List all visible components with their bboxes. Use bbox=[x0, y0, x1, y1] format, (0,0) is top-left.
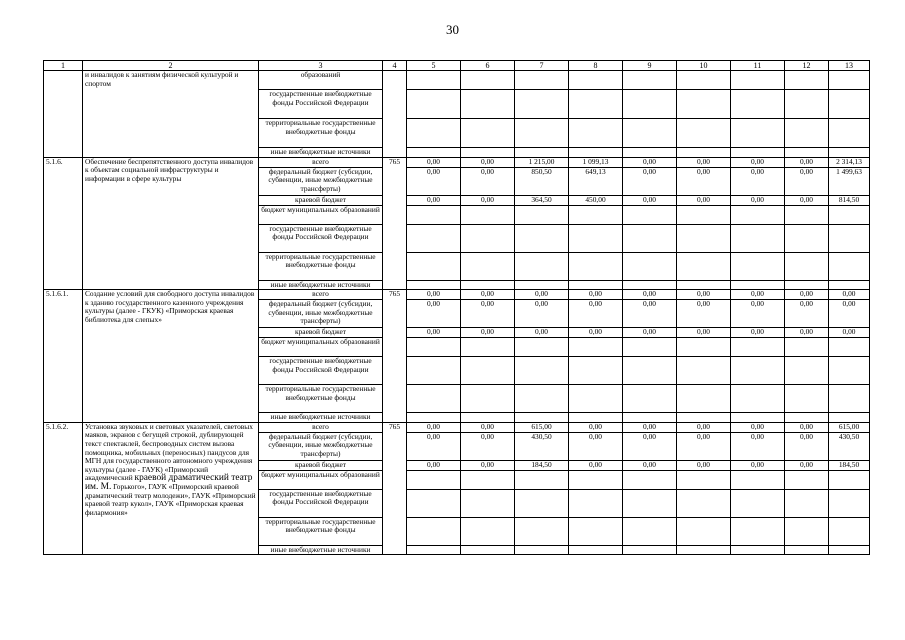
value-cell bbox=[407, 119, 461, 148]
value-cell: 0,00 bbox=[461, 195, 515, 205]
value-cell: 0,00 bbox=[461, 432, 515, 460]
value-cell bbox=[515, 252, 569, 280]
value-cell bbox=[569, 545, 623, 555]
value-cell bbox=[623, 545, 677, 555]
source-label: государственные внебюджетные фонды Российской Федерации bbox=[259, 489, 383, 517]
value-cell bbox=[623, 338, 677, 357]
value-cell: 0,00 bbox=[677, 300, 731, 328]
value-cell bbox=[731, 489, 785, 517]
value-cell: 0,00 bbox=[623, 422, 677, 432]
value-cell: 850,50 bbox=[515, 167, 569, 195]
value-cell bbox=[569, 224, 623, 252]
value-cell bbox=[461, 205, 515, 224]
source-label: бюджет муниципальных образований bbox=[259, 338, 383, 357]
table-row bbox=[44, 157, 870, 167]
value-cell bbox=[785, 280, 829, 290]
value-cell bbox=[677, 205, 731, 224]
value-cell bbox=[569, 413, 623, 423]
value-cell bbox=[515, 489, 569, 517]
source-label: всего bbox=[259, 290, 383, 300]
source-label: бюджет муниципальных образований bbox=[259, 470, 383, 489]
header-row bbox=[44, 61, 870, 71]
value-cell: 0,00 bbox=[623, 432, 677, 460]
value-cell bbox=[829, 119, 870, 148]
source-label: всего bbox=[259, 422, 383, 432]
value-cell: 0,00 bbox=[731, 290, 785, 300]
value-cell bbox=[677, 252, 731, 280]
value-cell: 615,00 bbox=[515, 422, 569, 432]
value-cell bbox=[569, 252, 623, 280]
value-cell bbox=[677, 517, 731, 545]
value-cell: 0,00 bbox=[569, 460, 623, 470]
value-cell bbox=[785, 148, 829, 158]
value-cell bbox=[407, 224, 461, 252]
value-cell bbox=[461, 489, 515, 517]
value-cell bbox=[461, 90, 515, 119]
value-cell bbox=[569, 338, 623, 357]
value-cell bbox=[569, 71, 623, 90]
value-cell bbox=[515, 545, 569, 555]
row-code: 5.1.6.1. bbox=[44, 290, 83, 423]
value-cell bbox=[461, 224, 515, 252]
source-label: иные внебюджетные источники bbox=[259, 148, 383, 158]
column-header-1: 1 bbox=[44, 61, 83, 71]
value-cell bbox=[829, 470, 870, 489]
value-cell bbox=[515, 148, 569, 158]
value-cell bbox=[623, 517, 677, 545]
value-cell: 0,00 bbox=[569, 432, 623, 460]
value-cell bbox=[461, 517, 515, 545]
source-label: краевой бюджет bbox=[259, 195, 383, 205]
value-cell bbox=[623, 119, 677, 148]
grbs-code: 765 bbox=[383, 157, 407, 290]
value-cell bbox=[515, 517, 569, 545]
value-cell bbox=[407, 413, 461, 423]
value-cell: 0,00 bbox=[407, 167, 461, 195]
column-header-3: 3 bbox=[259, 61, 383, 71]
value-cell: 0,00 bbox=[569, 422, 623, 432]
value-cell bbox=[785, 71, 829, 90]
name-fragment: краевой драматический театр им. М. bbox=[85, 473, 253, 492]
row-code: 5.1.6.2. bbox=[44, 422, 83, 555]
value-cell: 0,00 bbox=[785, 290, 829, 300]
page-number: 30 bbox=[446, 22, 459, 37]
value-cell bbox=[677, 71, 731, 90]
value-cell bbox=[677, 470, 731, 489]
value-cell: 0,00 bbox=[785, 157, 829, 167]
source-label: федеральный бюджет (субсидии, субвенции, иные межбюджетные трансферты) bbox=[259, 300, 383, 328]
value-cell: 615,00 bbox=[829, 422, 870, 432]
value-cell bbox=[731, 252, 785, 280]
value-cell bbox=[731, 148, 785, 158]
value-cell bbox=[623, 71, 677, 90]
source-label: федеральный бюджет (субсидии, субвенции, иные межбюджетные трансферты) bbox=[259, 432, 383, 460]
value-cell bbox=[785, 205, 829, 224]
value-cell bbox=[407, 71, 461, 90]
value-cell: 430,50 bbox=[829, 432, 870, 460]
value-cell bbox=[569, 489, 623, 517]
value-cell bbox=[677, 224, 731, 252]
value-cell bbox=[731, 517, 785, 545]
value-cell: 0,00 bbox=[785, 460, 829, 470]
value-cell bbox=[829, 385, 870, 413]
source-label: иные внебюджетные источники bbox=[259, 545, 383, 555]
value-cell bbox=[829, 205, 870, 224]
value-cell: 0,00 bbox=[785, 432, 829, 460]
value-cell bbox=[407, 205, 461, 224]
value-cell: 450,00 bbox=[569, 195, 623, 205]
value-cell bbox=[407, 470, 461, 489]
value-cell bbox=[677, 385, 731, 413]
value-cell: 0,00 bbox=[407, 300, 461, 328]
source-label: государственные внебюджетные фонды Российской Федерации bbox=[259, 357, 383, 385]
value-cell bbox=[785, 357, 829, 385]
source-label: иные внебюджетные источники bbox=[259, 413, 383, 423]
value-cell bbox=[569, 385, 623, 413]
row-code: 5.1.6. bbox=[44, 157, 83, 290]
value-cell bbox=[829, 357, 870, 385]
value-cell bbox=[731, 413, 785, 423]
value-cell bbox=[677, 90, 731, 119]
source-label: государственные внебюджетные фонды Российской Федерации bbox=[259, 224, 383, 252]
value-cell bbox=[829, 489, 870, 517]
source-label: территориальные государственные внебюджетные фонды bbox=[259, 517, 383, 545]
value-cell bbox=[623, 489, 677, 517]
value-cell bbox=[569, 357, 623, 385]
value-cell bbox=[829, 413, 870, 423]
value-cell: 1 215,00 bbox=[515, 157, 569, 167]
budget-table bbox=[43, 60, 870, 555]
value-cell: 0,00 bbox=[785, 328, 829, 338]
row-name: и инвалидов к занятиям физической культурой и спортом bbox=[83, 71, 259, 158]
value-cell bbox=[515, 413, 569, 423]
value-cell bbox=[515, 470, 569, 489]
value-cell: 649,13 bbox=[569, 167, 623, 195]
value-cell: 814,50 bbox=[829, 195, 870, 205]
value-cell bbox=[623, 470, 677, 489]
value-cell bbox=[731, 205, 785, 224]
value-cell: 0,00 bbox=[623, 167, 677, 195]
value-cell bbox=[785, 470, 829, 489]
value-cell: 184,50 bbox=[515, 460, 569, 470]
value-cell bbox=[731, 90, 785, 119]
value-cell bbox=[461, 385, 515, 413]
value-cell: 0,00 bbox=[515, 300, 569, 328]
value-cell bbox=[407, 489, 461, 517]
value-cell bbox=[785, 517, 829, 545]
value-cell: 0,00 bbox=[623, 460, 677, 470]
row-name: Обеспечение беспрепятственного доступа инвалидов к объектам социальной инфраструктуры и информации в сфере культуры bbox=[83, 157, 259, 290]
value-cell: 184,50 bbox=[829, 460, 870, 470]
value-cell bbox=[407, 385, 461, 413]
value-cell: 0,00 bbox=[829, 328, 870, 338]
column-header-11: 11 bbox=[731, 61, 785, 71]
column-header-13: 13 bbox=[829, 61, 870, 71]
value-cell: 0,00 bbox=[785, 422, 829, 432]
source-label: образований bbox=[259, 71, 383, 90]
grbs-code: 765 bbox=[383, 422, 407, 555]
value-cell: 0,00 bbox=[677, 290, 731, 300]
value-cell bbox=[461, 280, 515, 290]
value-cell bbox=[785, 224, 829, 252]
value-cell bbox=[461, 413, 515, 423]
column-header-5: 5 bbox=[407, 61, 461, 71]
value-cell bbox=[785, 119, 829, 148]
value-cell: 0,00 bbox=[785, 300, 829, 328]
value-cell bbox=[515, 338, 569, 357]
source-label: краевой бюджет bbox=[259, 460, 383, 470]
column-header-9: 9 bbox=[623, 61, 677, 71]
value-cell bbox=[407, 148, 461, 158]
value-cell bbox=[461, 470, 515, 489]
value-cell: 0,00 bbox=[407, 157, 461, 167]
value-cell bbox=[731, 470, 785, 489]
value-cell: 0,00 bbox=[569, 328, 623, 338]
table-row bbox=[44, 71, 870, 90]
value-cell bbox=[829, 338, 870, 357]
value-cell bbox=[829, 224, 870, 252]
value-cell: 0,00 bbox=[461, 460, 515, 470]
value-cell bbox=[515, 280, 569, 290]
value-cell bbox=[515, 119, 569, 148]
value-cell: 0,00 bbox=[677, 195, 731, 205]
value-cell bbox=[829, 545, 870, 555]
value-cell bbox=[785, 545, 829, 555]
column-header-10: 10 bbox=[677, 61, 731, 71]
value-cell bbox=[569, 148, 623, 158]
value-cell bbox=[461, 148, 515, 158]
value-cell bbox=[461, 338, 515, 357]
value-cell bbox=[677, 119, 731, 148]
value-cell bbox=[407, 517, 461, 545]
value-cell: 0,00 bbox=[731, 460, 785, 470]
table-row bbox=[44, 422, 870, 432]
value-cell bbox=[829, 90, 870, 119]
value-cell: 430,50 bbox=[515, 432, 569, 460]
table-row bbox=[44, 290, 870, 300]
column-header-12: 12 bbox=[785, 61, 829, 71]
value-cell bbox=[461, 545, 515, 555]
value-cell bbox=[731, 71, 785, 90]
source-label: государственные внебюджетные фонды Российской Федерации bbox=[259, 90, 383, 119]
column-header-4: 4 bbox=[383, 61, 407, 71]
value-cell bbox=[785, 489, 829, 517]
source-label: иные внебюджетные источники bbox=[259, 280, 383, 290]
source-label: территориальные государственные внебюджетные фонды bbox=[259, 385, 383, 413]
value-cell bbox=[569, 470, 623, 489]
value-cell: 0,00 bbox=[461, 422, 515, 432]
value-cell bbox=[677, 413, 731, 423]
value-cell bbox=[623, 280, 677, 290]
value-cell bbox=[677, 357, 731, 385]
value-cell bbox=[829, 517, 870, 545]
value-cell: 1 099,13 bbox=[569, 157, 623, 167]
source-label: федеральный бюджет (субсидии, субвенции, иные межбюджетные трансферты) bbox=[259, 167, 383, 195]
value-cell bbox=[785, 90, 829, 119]
value-cell bbox=[785, 252, 829, 280]
value-cell: 0,00 bbox=[677, 167, 731, 195]
value-cell bbox=[731, 119, 785, 148]
value-cell bbox=[785, 385, 829, 413]
value-cell bbox=[515, 205, 569, 224]
value-cell: 0,00 bbox=[677, 460, 731, 470]
value-cell bbox=[623, 357, 677, 385]
value-cell bbox=[569, 280, 623, 290]
value-cell bbox=[461, 357, 515, 385]
source-label: территориальные государственные внебюджетные фонды bbox=[259, 119, 383, 148]
value-cell bbox=[623, 205, 677, 224]
source-label: краевой бюджет bbox=[259, 328, 383, 338]
value-cell bbox=[677, 280, 731, 290]
source-label: территориальные государственные внебюджетные фонды bbox=[259, 252, 383, 280]
value-cell: 0,00 bbox=[407, 432, 461, 460]
value-cell bbox=[407, 338, 461, 357]
value-cell bbox=[829, 280, 870, 290]
value-cell bbox=[677, 489, 731, 517]
value-cell bbox=[623, 385, 677, 413]
value-cell bbox=[623, 90, 677, 119]
value-cell bbox=[569, 119, 623, 148]
value-cell bbox=[407, 357, 461, 385]
value-cell bbox=[569, 90, 623, 119]
value-cell bbox=[829, 252, 870, 280]
value-cell bbox=[623, 224, 677, 252]
row-code bbox=[44, 71, 83, 158]
value-cell: 0,00 bbox=[731, 157, 785, 167]
value-cell: 0,00 bbox=[829, 290, 870, 300]
value-cell bbox=[829, 71, 870, 90]
source-label: всего bbox=[259, 157, 383, 167]
value-cell: 0,00 bbox=[623, 290, 677, 300]
value-cell: 0,00 bbox=[407, 328, 461, 338]
name-fragment: Установка звуковых и световых указателей, световых маяков, экранов с бегущей строкой, дублирующей текст спектаклей, беспроводных систем вызова помощника, мобильных (переносных) пандусов для МГН для государственного автономного учреждения культуры (далее - ГАУК) «Приморский академический bbox=[85, 422, 253, 483]
value-cell: 0,00 bbox=[731, 432, 785, 460]
value-cell bbox=[785, 413, 829, 423]
value-cell bbox=[623, 252, 677, 280]
value-cell: 0,00 bbox=[677, 328, 731, 338]
value-cell: 2 314,13 bbox=[829, 157, 870, 167]
column-header-7: 7 bbox=[515, 61, 569, 71]
value-cell bbox=[731, 357, 785, 385]
value-cell bbox=[515, 90, 569, 119]
value-cell: 0,00 bbox=[461, 300, 515, 328]
value-cell: 0,00 bbox=[515, 328, 569, 338]
value-cell bbox=[829, 148, 870, 158]
value-cell bbox=[569, 205, 623, 224]
value-cell bbox=[515, 385, 569, 413]
value-cell: 364,50 bbox=[515, 195, 569, 205]
column-header-6: 6 bbox=[461, 61, 515, 71]
value-cell: 0,00 bbox=[731, 422, 785, 432]
value-cell bbox=[407, 252, 461, 280]
value-cell bbox=[731, 224, 785, 252]
value-cell: 0,00 bbox=[829, 300, 870, 328]
value-cell: 0,00 bbox=[785, 167, 829, 195]
value-cell bbox=[623, 413, 677, 423]
value-cell bbox=[731, 338, 785, 357]
value-cell: 0,00 bbox=[407, 195, 461, 205]
value-cell: 0,00 bbox=[461, 167, 515, 195]
value-cell: 0,00 bbox=[461, 290, 515, 300]
value-cell bbox=[461, 252, 515, 280]
value-cell: 0,00 bbox=[731, 195, 785, 205]
value-cell bbox=[407, 90, 461, 119]
value-cell bbox=[785, 338, 829, 357]
value-cell: 0,00 bbox=[407, 290, 461, 300]
value-cell bbox=[461, 71, 515, 90]
value-cell: 0,00 bbox=[461, 328, 515, 338]
value-cell: 0,00 bbox=[677, 422, 731, 432]
value-cell: 0,00 bbox=[407, 422, 461, 432]
column-header-2: 2 bbox=[83, 61, 259, 71]
row-name: Создание условий для свободного доступа инвалидов к зданию государственного казенного учреждения культуры (далее - ГКУК) «Приморская краевая библиотека для слепых» bbox=[83, 290, 259, 423]
value-cell bbox=[515, 357, 569, 385]
row-name bbox=[83, 422, 259, 555]
value-cell: 0,00 bbox=[461, 157, 515, 167]
value-cell: 0,00 bbox=[731, 167, 785, 195]
value-cell: 0,00 bbox=[785, 195, 829, 205]
value-cell bbox=[515, 224, 569, 252]
value-cell: 0,00 bbox=[623, 157, 677, 167]
name-fragment: Горького», ГАУК «Приморский краевой драматический театр молодежи», ГАУК «Приморский краевой театр кукол», ГАУК «Приморская краевая филармония» bbox=[85, 481, 256, 517]
column-header-8: 8 bbox=[569, 61, 623, 71]
grbs-code bbox=[383, 71, 407, 158]
value-cell: 0,00 bbox=[623, 195, 677, 205]
value-cell bbox=[569, 517, 623, 545]
value-cell: 0,00 bbox=[623, 328, 677, 338]
value-cell: 0,00 bbox=[731, 300, 785, 328]
value-cell bbox=[677, 148, 731, 158]
value-cell bbox=[677, 338, 731, 357]
value-cell: 0,00 bbox=[623, 300, 677, 328]
value-cell bbox=[623, 148, 677, 158]
source-label: бюджет муниципальных образований bbox=[259, 205, 383, 224]
value-cell bbox=[461, 119, 515, 148]
value-cell: 0,00 bbox=[569, 300, 623, 328]
value-cell: 0,00 bbox=[515, 290, 569, 300]
grbs-code: 765 bbox=[383, 290, 407, 423]
value-cell: 0,00 bbox=[407, 460, 461, 470]
value-cell: 0,00 bbox=[569, 290, 623, 300]
value-cell: 0,00 bbox=[731, 328, 785, 338]
value-cell bbox=[407, 545, 461, 555]
value-cell bbox=[731, 545, 785, 555]
value-cell: 1 499,63 bbox=[829, 167, 870, 195]
value-cell bbox=[731, 385, 785, 413]
value-cell: 0,00 bbox=[677, 432, 731, 460]
value-cell bbox=[407, 280, 461, 290]
value-cell: 0,00 bbox=[677, 157, 731, 167]
value-cell bbox=[515, 71, 569, 90]
value-cell bbox=[731, 280, 785, 290]
value-cell bbox=[677, 545, 731, 555]
